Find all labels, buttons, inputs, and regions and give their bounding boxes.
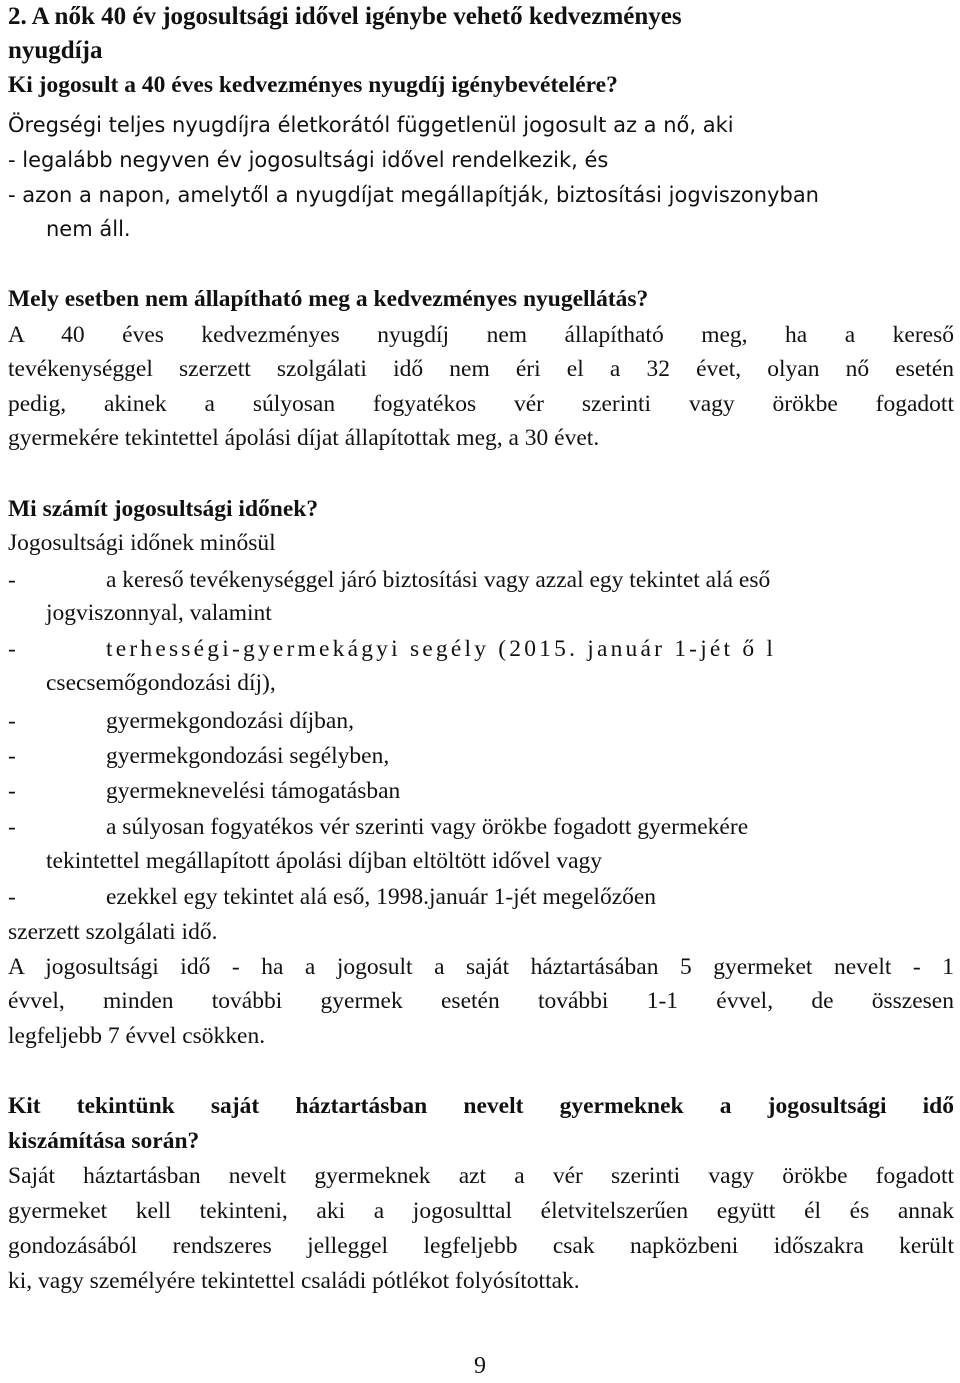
q3-item3-dash: - (8, 708, 16, 734)
q3-item6-line2: tekintettel megállapított ápolási díjban eltöltött idővel vagy (46, 848, 603, 874)
q3-item1-dash: - (8, 567, 16, 593)
q3-item7-dash: - (8, 884, 16, 910)
q3-note-line3: legfeljebb 7 évvel csökken. (8, 1023, 266, 1049)
q3-item2-line1: terhességi-gyermekágyi segély (2015. január 1-jét ő l (106, 636, 777, 662)
q4-heading-line2: kiszámítása során? (8, 1128, 200, 1154)
q1-heading: Ki jogosult a 40 éves kedvezményes nyugdíj igénybevételére? (8, 72, 618, 98)
q3-item1-line1: a kereső tevékenységgel járó biztosítási vagy azzal egy tekintet alá eső (106, 567, 771, 593)
q4-line1: Saját háztartásban nevelt gyermeknek azt a vér szerinti vagy örökbe fogadott (8, 1163, 954, 1189)
q3-heading: Mi számít jogosultsági időnek? (8, 496, 319, 522)
q3-item2-dash: - (8, 636, 16, 662)
q4-line4: ki, vagy személyére tekintettel családi pótlékot folyósítottak. (8, 1268, 580, 1294)
q4-line3: gondozásából rendszeres jelleggel legfeljebb csak napközbeni időszakra került (8, 1233, 954, 1259)
q2-line3: pedig, akinek a súlyosan fogyatékos vér szerinti vagy örökbe fogadott (8, 391, 954, 417)
q3-item7-line1: ezekkel egy tekintet alá eső, 1998.január 1-jét megelőzően (106, 884, 657, 910)
q3-item6-dash: - (8, 814, 16, 840)
q2-heading: Mely esetben nem állapítható meg a kedvezményes nyugellátás? (8, 286, 649, 312)
q3-intro: Jogosultsági időnek minősül (8, 530, 276, 556)
q3-note-line1: A jogosultsági idő - ha a jogosult a saját háztartásában 5 gyermeket nevelt - 1 (8, 954, 954, 980)
q3-item6-line1: a súlyosan fogyatékos vér szerinti vagy örökbe fogadott gyermekére (106, 814, 749, 840)
q2-line2: tevékenységgel szerzett szolgálati idő nem éri el a 32 évet, olyan nő esetén (8, 356, 954, 382)
q1-item2-line2: nem áll. (46, 217, 131, 241)
q1-item2-line1: - azon a napon, amelytől a nyugdíjat megállapítják, biztosítási jogviszonyban (8, 183, 819, 207)
q2-line1: A 40 éves kedvezményes nyugdíj nem állapítható meg, ha a kereső (8, 322, 954, 348)
section-title-line1: 2. A nők 40 év jogosultsági idővel igénybe vehető kedvezményes (8, 3, 682, 30)
q1-intro: Öregségi teljes nyugdíjra életkorától függetlenül jogosult az a nő, aki (8, 113, 734, 137)
q3-item1-line2: jogviszonnyal, valamint (46, 600, 272, 626)
q4-heading-line1: Kit tekintünk saját háztartásban nevelt gyermeknek a jogosultsági idő (8, 1093, 954, 1119)
section-title-line2: nyugdíja (8, 37, 103, 64)
q3-note-line2: évvel, minden további gyermek esetén további 1-1 évvel, de összesen (8, 988, 954, 1014)
q3-item2-line2: csecsemőgondozási díj), (46, 670, 276, 696)
q3-item7-line2: szerzett szolgálati idő. (8, 919, 218, 945)
q1-item1: - legalább negyven év jogosultsági idővel rendelkezik, és (8, 148, 609, 172)
q3-item4-dash: - (8, 743, 16, 769)
q2-line4: gyermekére tekintettel ápolási díjat állapítottak meg, a 30 évet. (8, 425, 600, 451)
q3-item3: gyermekgondozási díjban, (106, 708, 354, 734)
page-number: 9 (474, 1353, 486, 1379)
q3-item5-dash: - (8, 778, 16, 804)
q3-item4: gyermekgondozási segélyben, (106, 743, 390, 769)
q3-item5: gyermeknevelési támogatásban (106, 778, 401, 804)
q4-line2: gyermeket kell tekinteni, aki a jogosulttal életvitelszerűen együtt él és annak (8, 1198, 954, 1224)
